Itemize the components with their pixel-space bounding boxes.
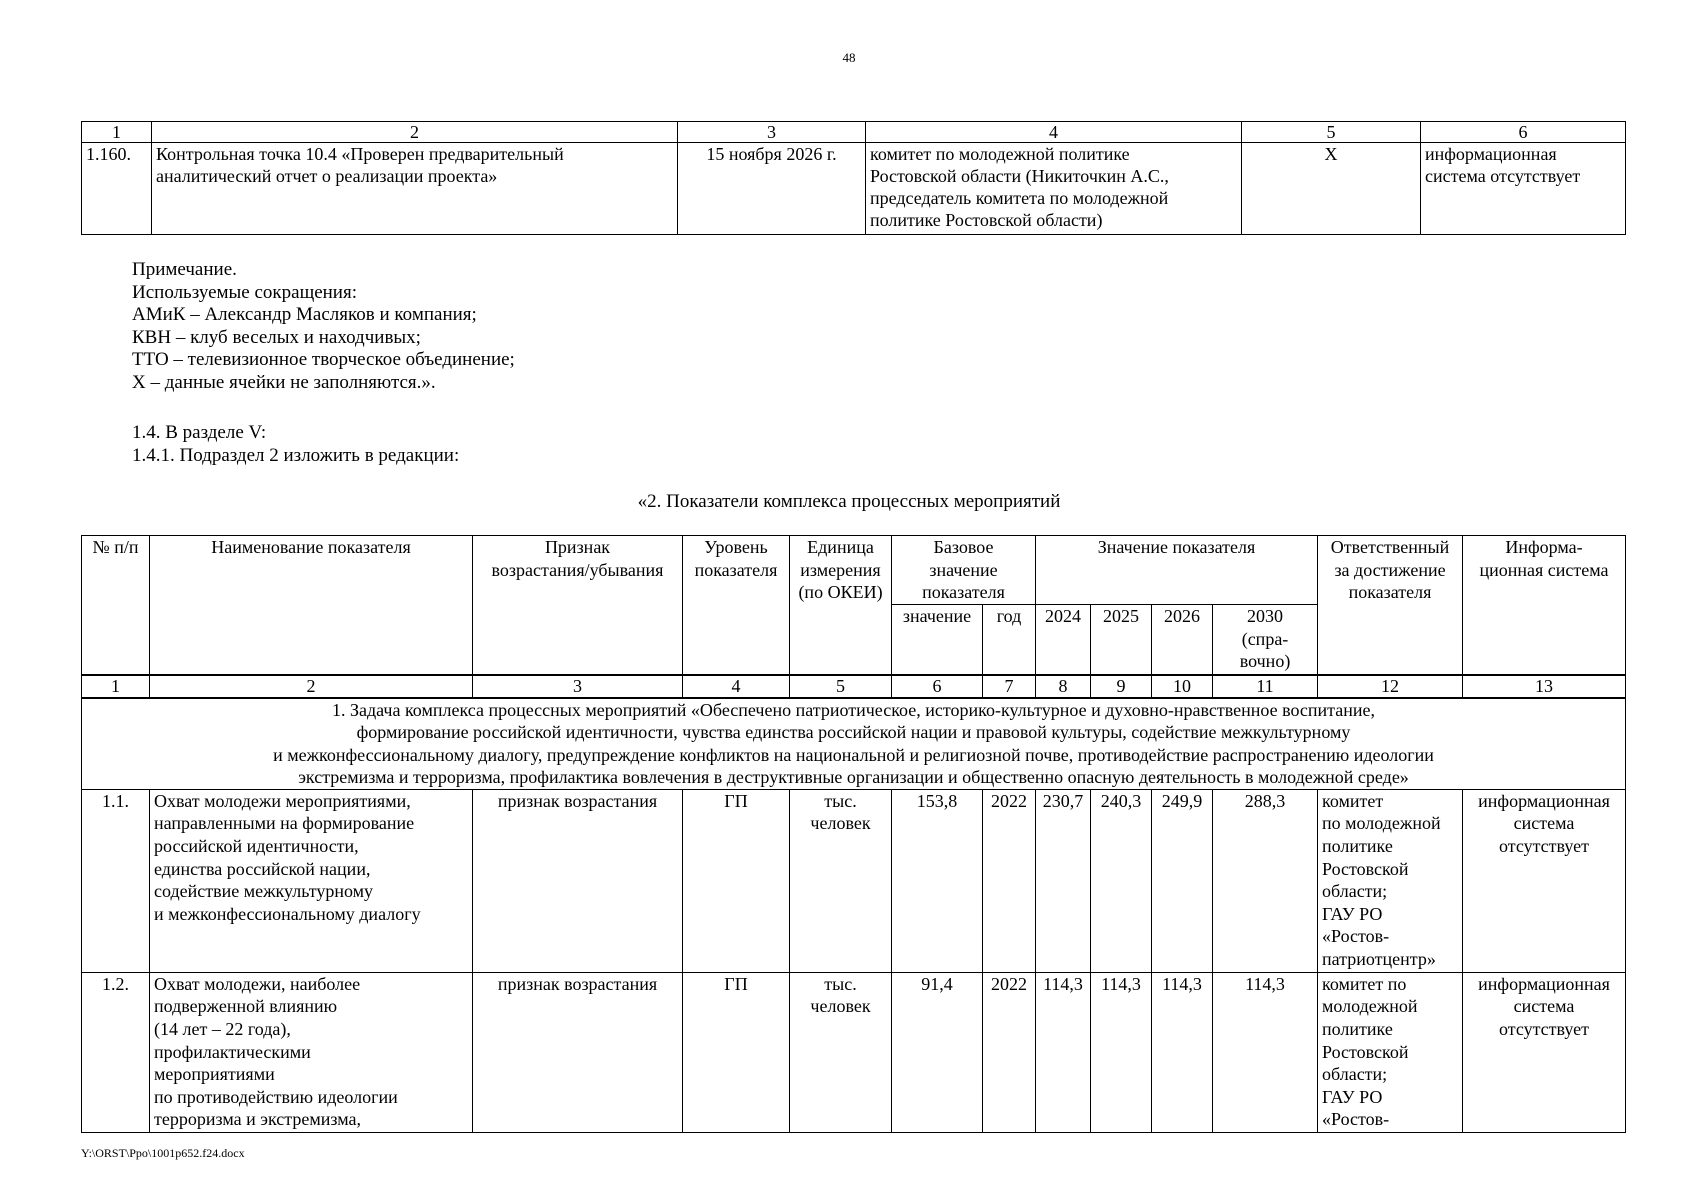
row-number: 1.1.	[82, 789, 150, 972]
header-base: Базовое значение показателя	[892, 536, 1036, 605]
section-block	[132, 422, 459, 467]
note-line: АМиК – Александр Масляков и компания;	[132, 304, 477, 326]
header-base-year: год	[983, 605, 1036, 675]
column-number: 8	[1036, 675, 1091, 698]
column-number: 5	[790, 675, 892, 698]
table-row	[82, 143, 1626, 235]
value-2025: 114,3	[1091, 972, 1152, 1132]
column-number: 1	[82, 122, 152, 143]
value-2026: 114,3	[1152, 972, 1213, 1132]
value-2024: 114,3	[1036, 972, 1091, 1132]
column-number: 3	[473, 675, 683, 698]
header-base-value: значение	[892, 605, 983, 675]
column-number: 6	[892, 675, 983, 698]
header-unit: Единица измерения (по ОКЕИ)	[790, 536, 892, 675]
checkpoint-responsible: комитет по молодежной политике Ростовской области (Никиточкин А.С., председатель комитета по молодежной политике Ростовской области)	[866, 143, 1242, 235]
column-number: 9	[1091, 675, 1152, 698]
indicator-name: Охват молодежи, наиболее подверженной влиянию (14 лет – 22 года), профилактическими мероприятиями по противодействию идеологии терроризма и экстремизма,	[150, 972, 473, 1132]
indicator-level: ГП	[683, 789, 790, 972]
indicator-system: информационная система отсутствует	[1463, 789, 1626, 972]
note-line: ТТО – телевизионное творческое объединение;	[132, 349, 515, 371]
column-number: 11	[1213, 675, 1318, 698]
row-number: 1.2.	[82, 972, 150, 1132]
checkpoint-name: Контрольная точка 10.4 «Проверен предварительный аналитический отчет о реализации проекта»	[152, 143, 678, 235]
header-values: Значение показателя	[1036, 536, 1318, 605]
header-2025: 2025	[1091, 605, 1152, 675]
table-row	[82, 972, 1626, 1132]
indicator-responsible: комитет по молодежной политике Ростовской области; ГАУ РО «Ростов-	[1318, 972, 1463, 1132]
table-title: «2. Показатели комплекса процессных мероприятий	[637, 491, 1061, 512]
value-2025: 240,3	[1091, 789, 1152, 972]
column-number-row	[82, 675, 1626, 698]
indicator-responsible: комитет по молодежной политике Ростовской области; ГАУ РО «Ростов- патриотцентр»	[1318, 789, 1463, 972]
header-2030: 2030 (спра- вочно)	[1213, 605, 1318, 675]
column-number: 6	[1421, 122, 1626, 143]
column-number: 4	[683, 675, 790, 698]
indicator-unit: тыс. человек	[790, 789, 892, 972]
base-value: 91,4	[892, 972, 983, 1132]
column-number: 4	[866, 122, 1242, 143]
checkpoint-date: 15 ноября 2026 г.	[678, 143, 866, 235]
indicator-system: информационная система отсутствует	[1463, 972, 1626, 1132]
column-number: 3	[678, 122, 866, 143]
column-number: 2	[150, 675, 473, 698]
header-responsible: Ответственный за достижение показателя	[1318, 536, 1463, 675]
row-number: 1.160.	[82, 143, 152, 235]
header-level: Уровень показателя	[683, 536, 790, 675]
page-number: 48	[842, 50, 856, 65]
header-name: Наименование показателя	[150, 536, 473, 675]
value-2030: 114,3	[1213, 972, 1318, 1132]
indicator-level: ГП	[683, 972, 790, 1132]
base-year: 2022	[983, 789, 1036, 972]
header-sign: Признак возрастания/убывания	[473, 536, 683, 675]
task-description: 1. Задача комплекса процессных мероприятий «Обеспечено патриотическое, историко-культурное и духовно-нравственное воспитание, формирование российской идентичности, чувства единства российской нации и правовой культуры, содействие межкультурному и межконфессиональному диалогу, предупреждение конфликтов на национальной и религиозной почве, противодействие распространению идеологии экстремизма и терроризма, профилактика вовлечения в деструктивные организации и общественно опасную деятельность в молодежной среде»	[82, 698, 1626, 790]
value-2026: 249,9	[1152, 789, 1213, 972]
value-2030: 288,3	[1213, 789, 1318, 972]
checkpoint-table	[81, 121, 1626, 235]
file-path-footer: Y:\ORST\Ppo\1001p652.f24.docx	[81, 1146, 245, 1160]
checkpoint-col5: X	[1242, 143, 1421, 235]
indicators-table	[81, 535, 1626, 1133]
task-row	[82, 698, 1626, 790]
indicator-sign: признак возрастания	[473, 972, 683, 1132]
table-row	[82, 789, 1626, 972]
column-number: 2	[152, 122, 678, 143]
section-line: 1.4. В разделе V:	[132, 422, 267, 443]
column-number: 1	[82, 675, 150, 698]
column-number: 12	[1318, 675, 1463, 698]
base-value: 153,8	[892, 789, 983, 972]
header-num: № п/п	[82, 536, 150, 675]
header-row	[82, 536, 1626, 605]
note-line: Используемые сокращения:	[132, 281, 357, 303]
note-line: Примечание.	[132, 259, 237, 280]
column-number: 10	[1152, 675, 1213, 698]
header-2026: 2026	[1152, 605, 1213, 675]
indicator-name: Охват молодежи мероприятиями, направленными на формирование российской идентичности, единства российской нации, содействие межкультурному и межконфессиональному диалогу	[150, 789, 473, 972]
note-block	[132, 259, 515, 395]
note-line: КВН – клуб веселых и находчивых;	[132, 326, 421, 348]
checkpoint-system: информационная система отсутствует	[1421, 143, 1626, 235]
value-2024: 230,7	[1036, 789, 1091, 972]
base-year: 2022	[983, 972, 1036, 1132]
note-line: X – данные ячейки не заполняются.».	[132, 371, 436, 393]
header-system: Информа- ционная система	[1463, 536, 1626, 675]
indicator-unit: тыс. человек	[790, 972, 892, 1132]
indicator-sign: признак возрастания	[473, 789, 683, 972]
column-number-row	[82, 122, 1626, 143]
section-line: 1.4.1. Подраздел 2 изложить в редакции:	[132, 444, 460, 466]
column-number: 13	[1463, 675, 1626, 698]
column-number: 7	[983, 675, 1036, 698]
column-number: 5	[1242, 122, 1421, 143]
header-2024: 2024	[1036, 605, 1091, 675]
